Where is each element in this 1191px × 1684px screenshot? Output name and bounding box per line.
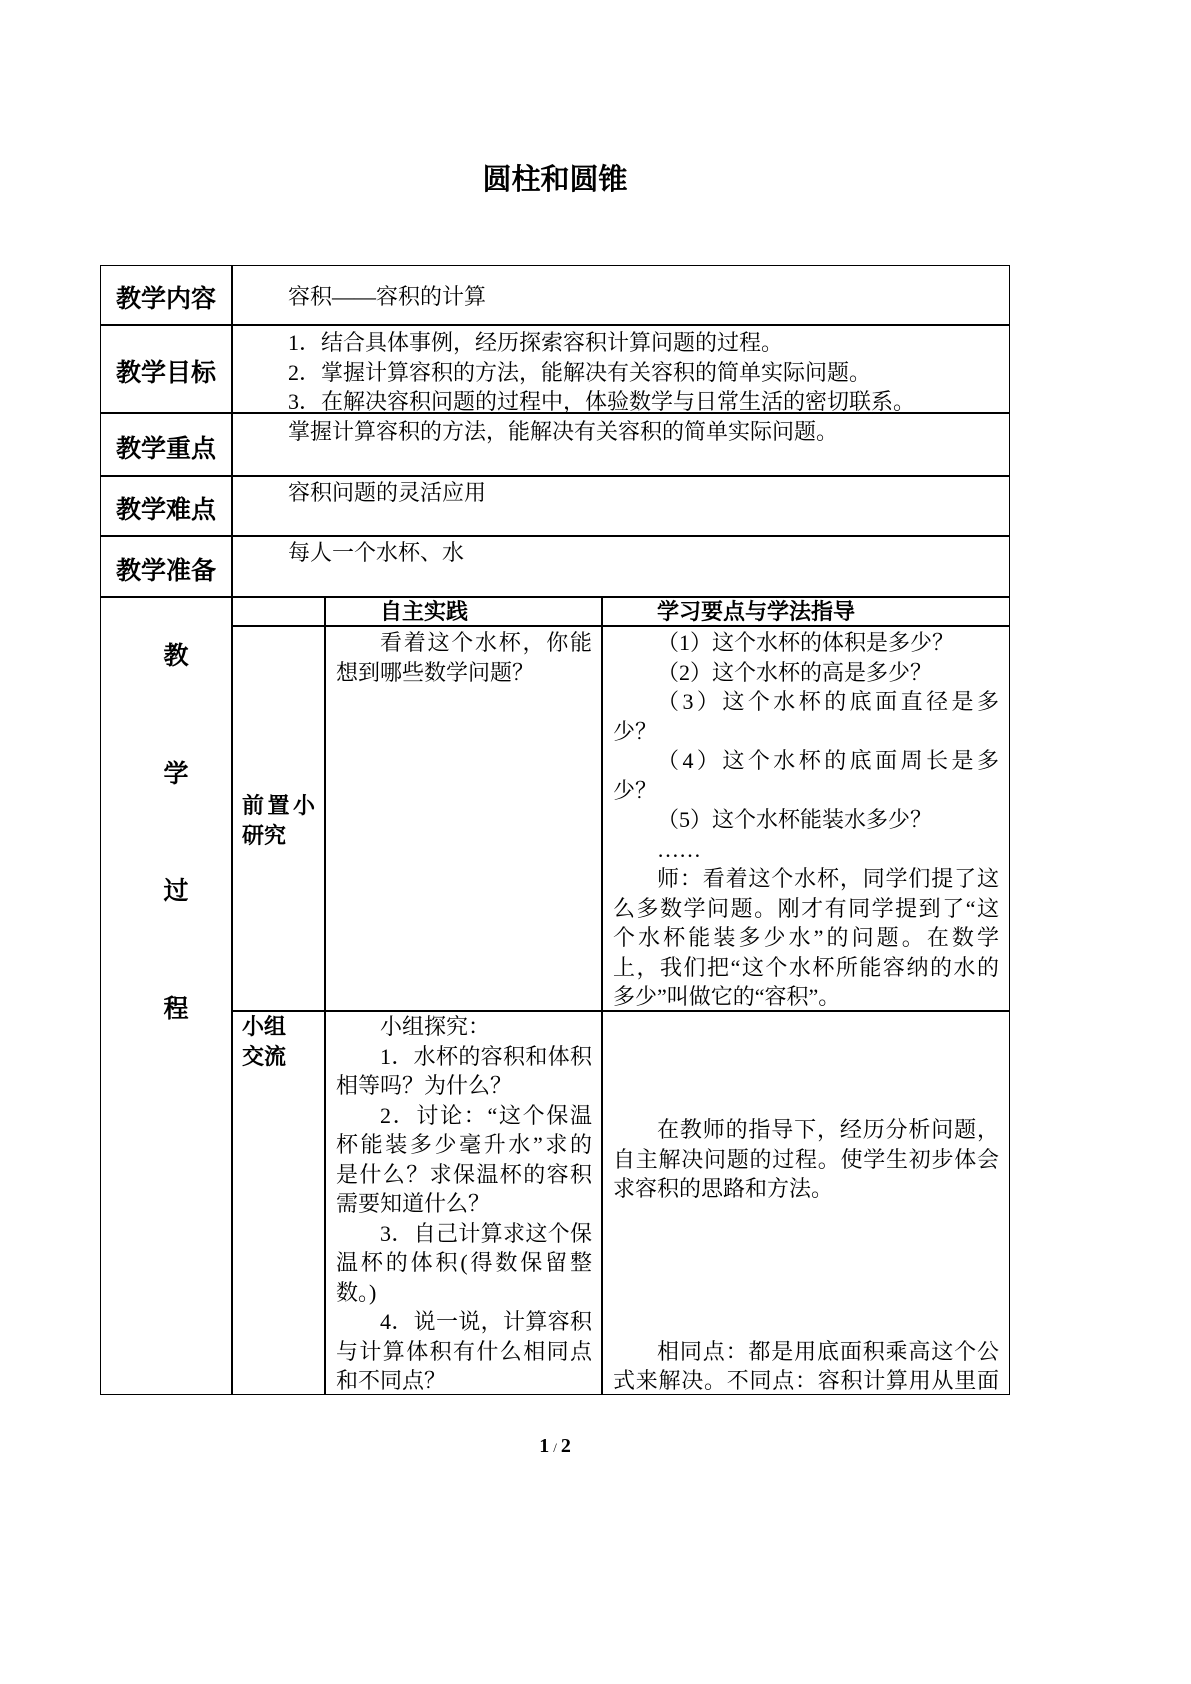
practice-line: 与计算体积有什么相同点 — [336, 1338, 592, 1364]
objective-line: 3．在解决容积问题的过程中，体验数学与日常生活的密切联系。 — [288, 389, 916, 415]
guidance-line: 相同点：都是用底面积乘高这个公 — [657, 1338, 999, 1364]
label-cell — [100, 476, 232, 536]
key-points-text: 掌握计算容积的方法，能解决有关容积的简单实际问题。 — [288, 419, 839, 445]
label-cell — [100, 325, 232, 413]
practice-line: 看着这个水杯，你能 — [380, 630, 592, 656]
content-cell — [232, 536, 1010, 597]
label-cell — [100, 413, 232, 476]
guidance-line: 式来解决。不同点：容积计算用从里面 — [613, 1368, 999, 1394]
column-header-guidance: 学习要点与学法指导 — [657, 599, 856, 624]
stage-label-cell — [232, 1011, 325, 1395]
page-number-current: 1 — [539, 1435, 550, 1457]
guidance-line: 多少”叫做它的“容积”。 — [613, 984, 841, 1010]
page-number-total: 2 — [560, 1435, 571, 1457]
guidance-line: 少？ — [613, 718, 658, 744]
row-label-preparation: 教学准备 — [115, 557, 216, 585]
practice-line: 相等吗？为什么？ — [336, 1073, 513, 1099]
guidance-line: 在教师的指导下，经历分析问题， — [657, 1117, 999, 1143]
guidance-line: （2）这个水杯的高是多少？ — [657, 659, 933, 685]
header-cell-practice — [325, 597, 602, 626]
guidance-line: （5）这个水杯能装水多少？ — [657, 807, 933, 833]
process-label-char: 程 — [163, 996, 189, 1023]
column-header-practice: 自主实践 — [380, 599, 469, 624]
row-label-key-points: 教学重点 — [115, 435, 216, 463]
guidance-line: 求容积的思路和方法。 — [613, 1176, 834, 1202]
document-title: 圆柱和圆锥 — [482, 164, 628, 196]
guidance-line: …… — [657, 836, 701, 862]
stage-practice-cell — [325, 626, 602, 1011]
preparation-text: 每人一个水杯、水 — [288, 540, 465, 566]
page-number — [505, 1430, 605, 1460]
stage-label-line: 前置小 — [242, 793, 315, 819]
practice-line: 4．说一说，计算容积 — [380, 1309, 592, 1335]
content-cell — [232, 413, 1010, 476]
stage-guidance-cell — [602, 626, 1010, 1011]
process-label-cell — [100, 597, 232, 1395]
objective-line: 2．掌握计算容积的方法，能解决有关容积的简单实际问题。 — [288, 359, 872, 385]
difficulties-text: 容积问题的灵活应用 — [288, 480, 487, 506]
practice-line: 想到哪些数学问题？ — [336, 659, 535, 685]
process-label-char: 过 — [163, 878, 189, 905]
objective-line: 1．结合具体事例，经历探索容积计算问题的过程。 — [288, 330, 784, 356]
practice-line: 3．自己计算求这个保 — [380, 1220, 592, 1246]
content-cell — [232, 476, 1010, 536]
practice-line: 是什么？求保温杯的容积 — [336, 1161, 592, 1187]
stage-practice-cell — [325, 1011, 602, 1395]
stage-guidance-cell — [602, 1011, 1010, 1395]
page-number-separator: / — [553, 1440, 557, 1455]
header-cell-stage — [232, 597, 325, 626]
content-cell — [232, 325, 1010, 413]
content-cell — [232, 265, 1010, 325]
stage-label-line: 交流 — [242, 1043, 287, 1069]
practice-line: 需要知道什么？ — [336, 1191, 491, 1217]
guidance-line: 自主解决问题的过程。使学生初步体会 — [613, 1146, 999, 1172]
guidance-line: 上，我们把“这个水杯所能容纳的水的 — [613, 954, 999, 980]
practice-line: 1．水杯的容积和体积 — [380, 1043, 592, 1069]
practice-line: 小组探究： — [380, 1014, 491, 1040]
practice-line: 温杯的体积(得数保留整 — [336, 1250, 592, 1276]
guidance-line: （1）这个水杯的体积是多少？ — [657, 630, 955, 656]
row-label-teaching-objectives: 教学目标 — [115, 360, 216, 387]
stage-label-cell — [232, 626, 325, 1011]
lesson-plan-table — [100, 265, 1010, 1395]
process-label-char: 学 — [163, 761, 189, 788]
guidance-line: 个水杯能装多少水”的问题。在数学 — [613, 925, 999, 951]
practice-line: 和不同点？ — [336, 1368, 447, 1394]
practice-line: 数。) — [336, 1279, 377, 1305]
row-label-teaching-content: 教学内容 — [115, 286, 216, 313]
guidance-line: 少？ — [613, 777, 658, 803]
practice-line: 杯能装多少毫升水”求的 — [336, 1132, 592, 1158]
guidance-line: 师：看着这个水杯，同学们提了这 — [657, 866, 999, 892]
teaching-content-text: 容积——容积的计算 — [288, 284, 487, 310]
stage-label-line: 小组 — [242, 1014, 287, 1040]
practice-line: 2．讨论：“这个保温 — [380, 1102, 592, 1128]
header-cell-guidance — [602, 597, 1010, 626]
row-label-difficulties: 教学难点 — [115, 497, 216, 524]
label-cell — [100, 265, 232, 325]
guidance-line: （3）这个水杯的底面直径是多 — [657, 689, 999, 715]
label-cell — [100, 536, 232, 597]
stage-label-line: 研究 — [242, 822, 287, 848]
guidance-line: （4）这个水杯的底面周长是多 — [657, 748, 999, 774]
process-label-char: 教 — [163, 643, 189, 670]
guidance-line: 么多数学问题。刚才有同学提到了“这 — [613, 895, 999, 921]
